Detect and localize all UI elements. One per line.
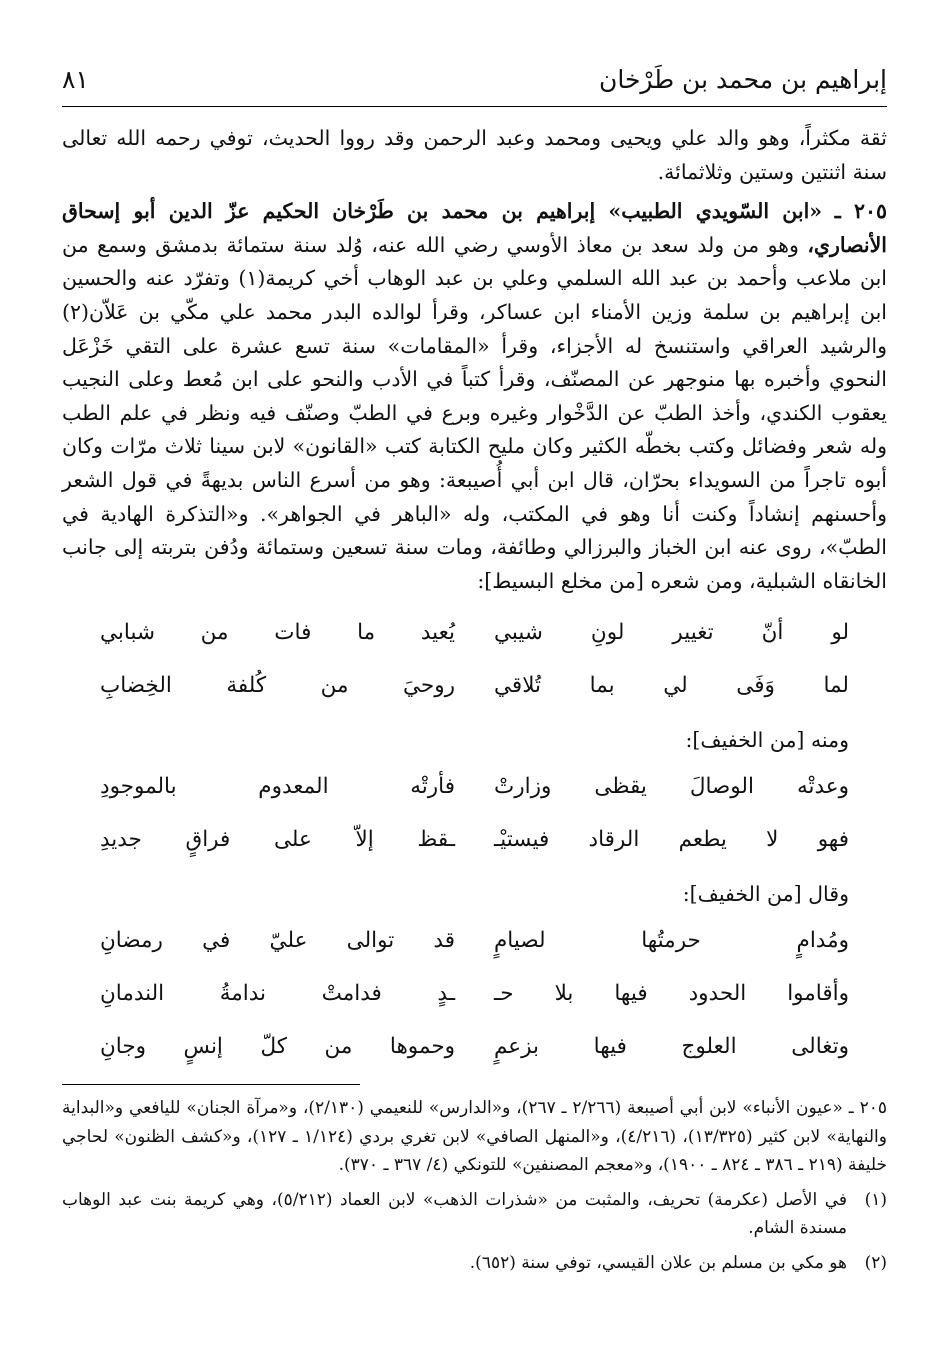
source-footnote: ٢٠٥ ـ «عيون الأنباء» لابن أبي أصيبعة (٢/٢٦٦ ـ ٢٦٧)، و«الدارس» للنعيمي (٢/١٣٠)، و«مرآة الجنان» لليافعي و«البداية والنهاية» لابن كثير (١٣/٣٢٥)، (٤/٢١٦)، و«المنهل الصافي» لابن تغري بردي (١/١٢٤ ـ ١٢٧)، و«كشف الظنون» لحاجي خليفة (٢١٩ ـ ٣٨٦ ـ ٨٢٤ ـ ١٩٠٠)، و«معجم المصنفين» للتونكي (٤/ ٣٦٧ ـ ٣٧٠). bbox=[62, 1098, 888, 1175]
entry-number: ٢٠٥ ـ bbox=[834, 199, 887, 224]
verse-first-hemistich: ومُدامٍ حرمتُها لصيامٍ bbox=[494, 928, 849, 954]
footnote-rule bbox=[62, 1084, 360, 1085]
continued-paragraph: ثقة مكثراً، وهو والد علي ويحيى ومحمد وعبد الرحمن وقد رووا الحديث، توفي رحمه الله تعالى سنة اثنتين وستين وثلاثمائة. bbox=[62, 126, 887, 184]
main-text bbox=[62, 122, 887, 1073]
verse-second-hemistich: يُعيد ما فات من شبابي bbox=[100, 620, 455, 646]
verse-second-hemistich: فأرتْه المعدوم بالموجودِ bbox=[100, 774, 455, 800]
verse-second-hemistich: ـقظ إلاّ على فراقٍ جديدِ bbox=[100, 827, 455, 853]
poem-3 bbox=[62, 874, 887, 1073]
poem-2 bbox=[62, 720, 887, 866]
verse-first-hemistich: وعدتْه الوصالَ يقظى وزارتْ bbox=[494, 774, 849, 800]
page-header bbox=[62, 60, 887, 100]
footnotes bbox=[62, 1094, 887, 1277]
verse-first-hemistich: وأقاموا الحدود فيها بلا حـ bbox=[494, 981, 849, 1007]
footnote-text: هو مكي بن مسلم بن علان القيسي، توفي سنة (٦٥٢). bbox=[469, 1252, 847, 1273]
running-title: إبراهيم بن محمد بن طَرْخان bbox=[598, 65, 887, 94]
verse-second-hemistich: قد توالى عليّ في رمضانِ bbox=[100, 928, 455, 954]
poem-intro: ومنه [من الخفيف]: bbox=[685, 728, 849, 753]
footnote-mark: (٢) bbox=[864, 1252, 887, 1273]
footnote-text: في الأصل (عكرمة) تحريف، والمثبت من «شذرات الذهب» لابن العماد (٥/٢١٢)، وهي كريمة بنت عبد الوهاب مسندة الشام. bbox=[62, 1189, 847, 1238]
poem-verse bbox=[62, 914, 887, 967]
header-rule bbox=[62, 106, 887, 107]
verse-second-hemistich: وحموها من كلّ إنسٍ وجانِ bbox=[100, 1034, 455, 1060]
poem-verse bbox=[62, 760, 887, 813]
poem-verse bbox=[62, 1020, 887, 1073]
page-number: ٨١ bbox=[62, 65, 89, 94]
verse-first-hemistich: وتغالى العلوج فيها بزعمٍ bbox=[494, 1034, 849, 1060]
footnote-1 bbox=[62, 1186, 887, 1243]
verse-first-hemistich: لما وَفَى لي بما تُلاقي bbox=[494, 673, 849, 699]
poem-intro: وقال [من الخفيف]: bbox=[682, 882, 849, 907]
verse-first-hemistich: فهو لا يطعم الرقاد فيستيْـ bbox=[494, 827, 849, 853]
verse-second-hemistich: ـدٍ فدامتْ ندامةُ الندمانِ bbox=[100, 981, 455, 1007]
footnote-2 bbox=[62, 1249, 887, 1278]
biography-entry bbox=[62, 195, 887, 598]
entry-text: وهو من ولد سعد بن معاذ الأوسي رضي الله عنه، وُلد سنة ستمائة بدمشق وسمع من ابن ملاعب وأحمد بن عبد الله السلمي وعلي بن عبد الوهاب أخي كريمة(١) وتفرّد عنه والحسين ابن إبراهيم بن سلمة وزين الأمناء ابن عساكر، وقرأ لوالده البدر محمد علي مكّي بن عَلاّن(٢) والرشيد العراقي واستنسخ له الأجزاء، وقرأ «المقامات» سنة تسع عشرة على التقي خَزْعَل النحوي وأخبره بها منوجهر عن المصنّف، وقرأ كتباً في الأدب والنحو على ابن مُعط وعلى النجيب يعقوب الكندي، وأخذ الطبّ عن الدَّخْوار وغيره وبرع في الطبّ وصنّف فيه ونظر في علم الطب وله شعر وفضائل وكتب بخطّه الكثير وكان مليح الكتابة كتب «القانون» لابن سينا ثلاث مرّات وكان أبوه تاجراً من السويداء بحرّان، قال ابن أبي أُصيبعة: وهو من أسرع الناس بديهةً في قول الشعر وأحسنهم إنشاداً وكنت أنا وهو في المكتب، وله «الباهر في الجواهر». و«التذكرة الهادية في الطبّ»، روى عنه ابن الخباز والبرزالي وطائفة، ومات سنة تسعين وستمائة ودُفن بتربته إلى جانب الخانقاه الشبلية، ومن شعره [من مخلع البسيط]: bbox=[62, 232, 887, 593]
poem-verse bbox=[62, 606, 887, 659]
entry-heading: «ابن السّويدي الطبيب» إبراهيم بن محمد بن طَرْخان الحكيم عزّ الدين أبو إسحاق الأنصاري، bbox=[62, 199, 887, 257]
poem-verse bbox=[62, 813, 887, 866]
poem-verse bbox=[62, 967, 887, 1020]
footnote-mark: (١) bbox=[864, 1189, 887, 1210]
verse-first-hemistich: لو أنّ تغيير لونِ شيبي bbox=[494, 620, 849, 646]
poem-verse bbox=[62, 659, 887, 712]
poem-1 bbox=[62, 606, 887, 712]
verse-second-hemistich: روحيَ من كُلفة الخِضابِ bbox=[100, 673, 455, 699]
